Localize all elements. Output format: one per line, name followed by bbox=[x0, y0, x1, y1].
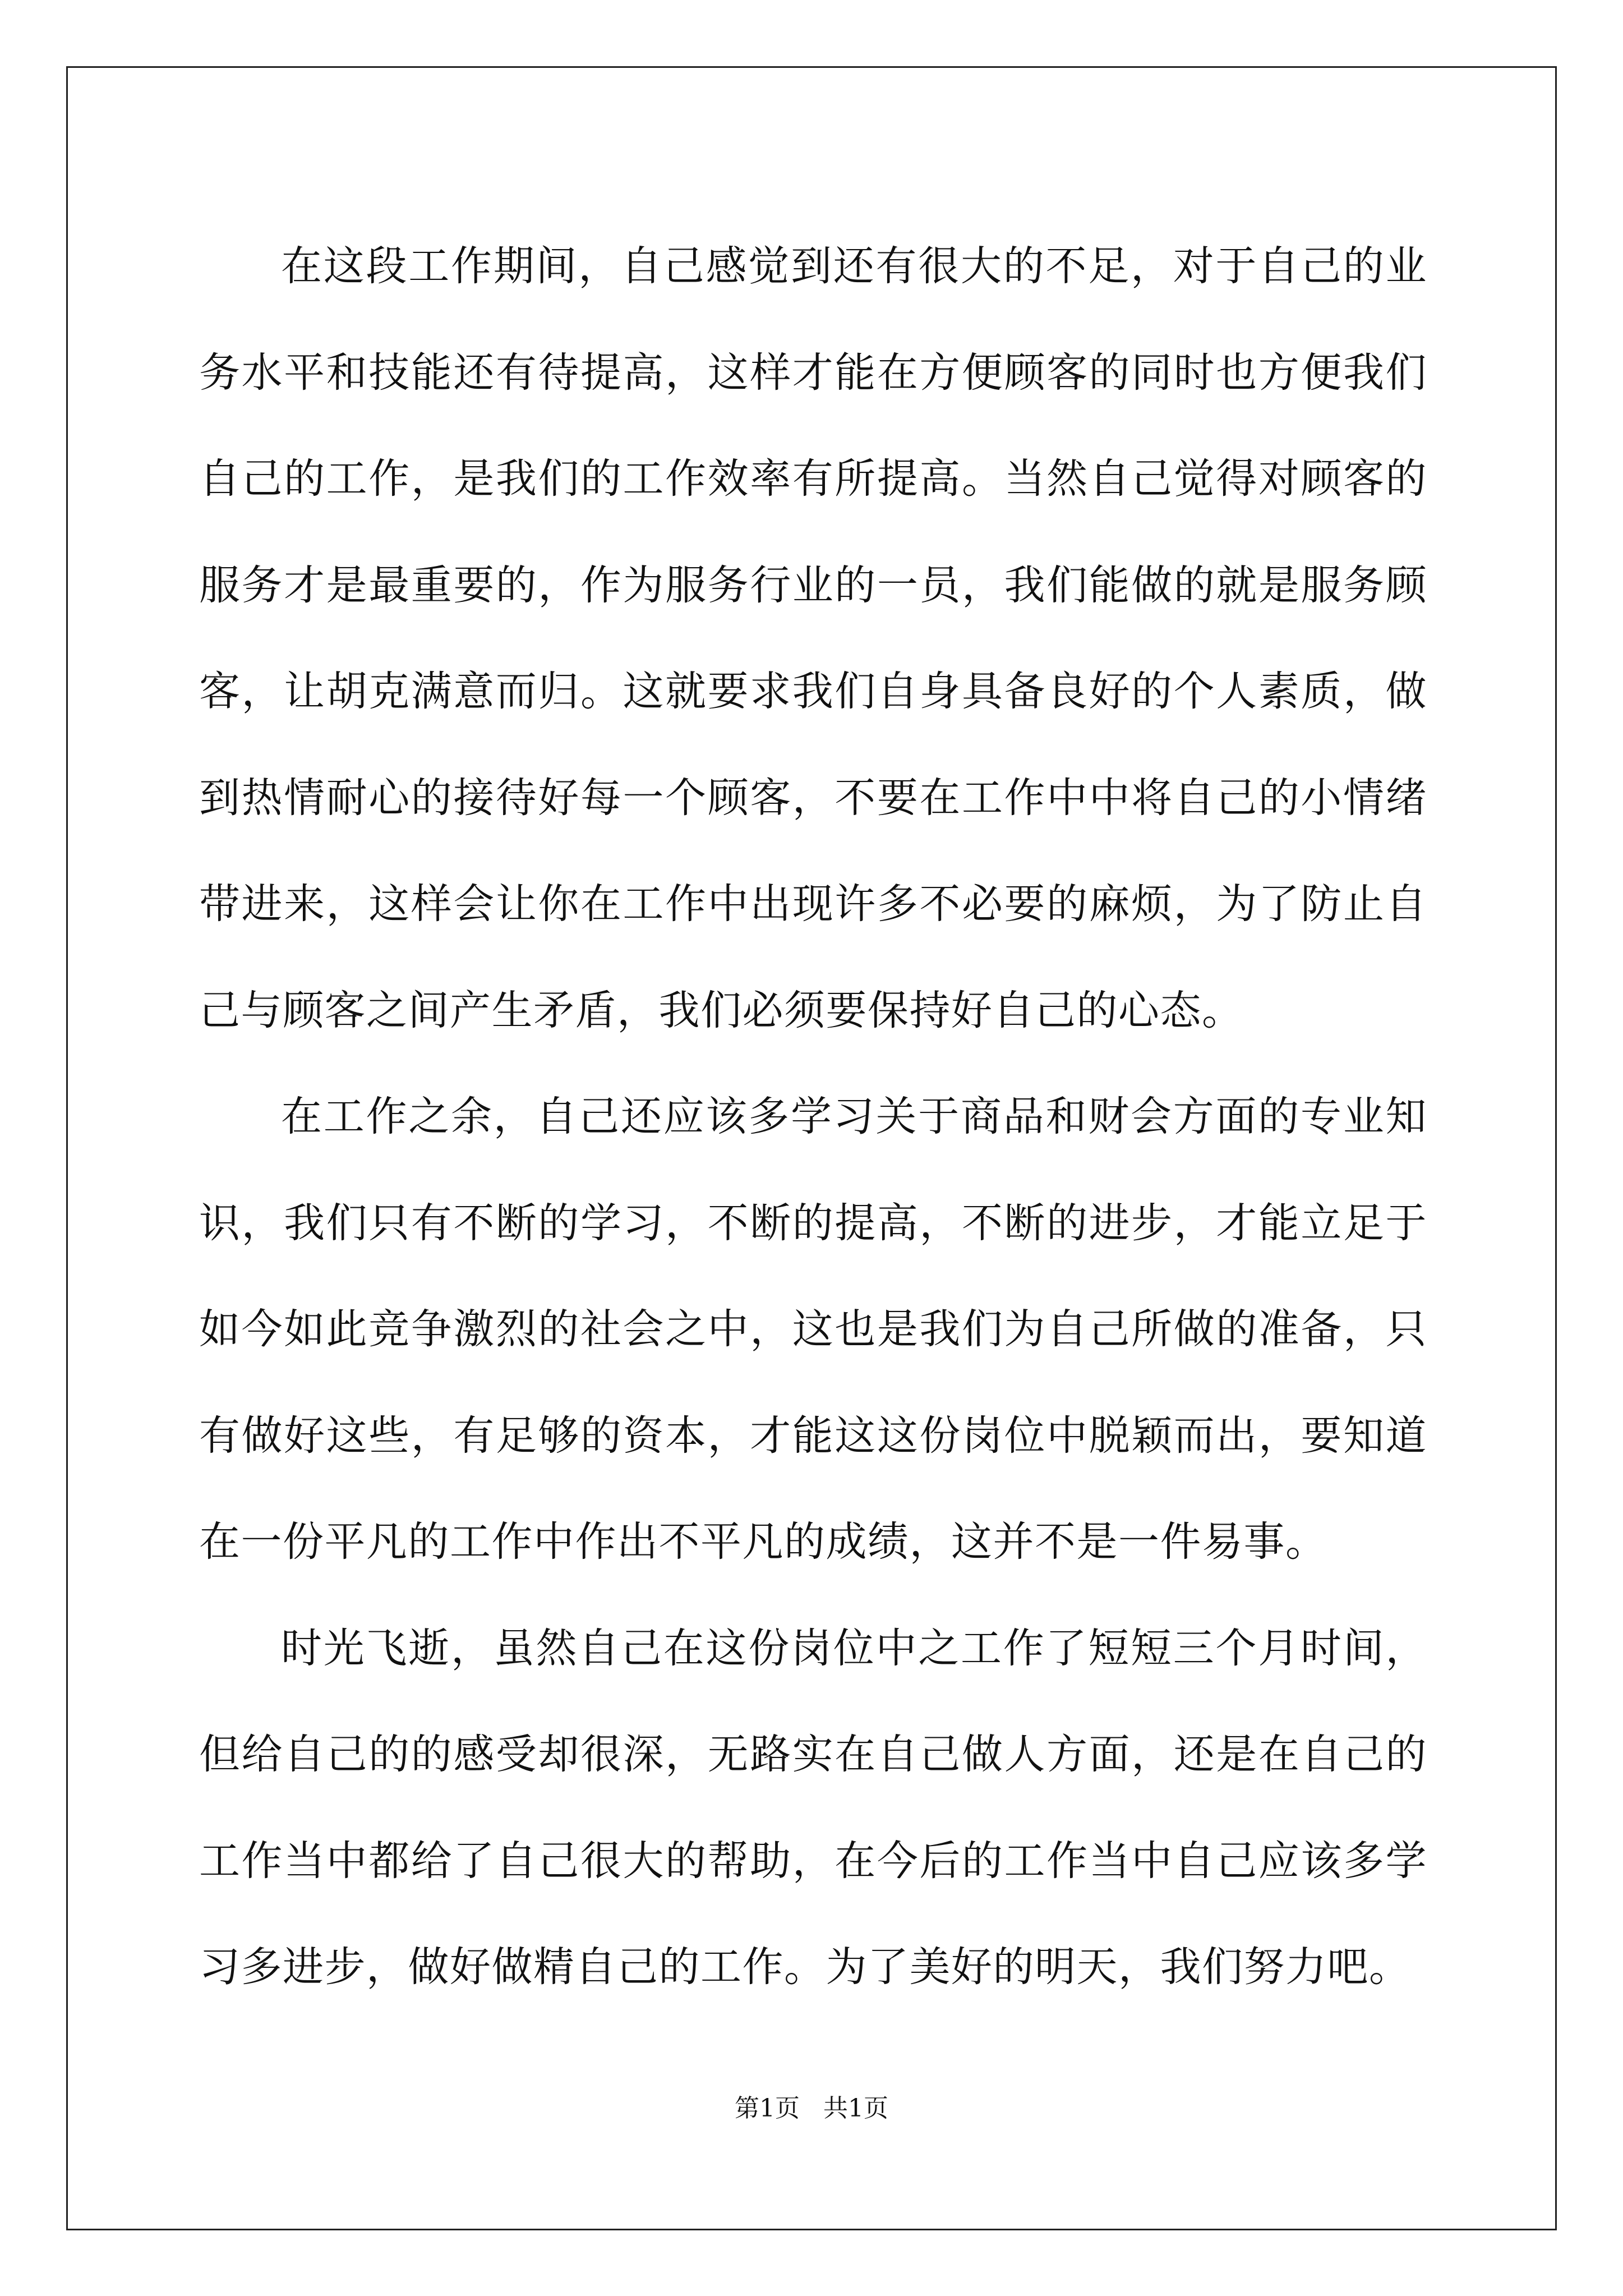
document-body bbox=[199, 213, 1427, 2021]
page-number-footer: 第1页 共1页 bbox=[735, 2094, 888, 2123]
paragraph-2: 在工作之余，自己还应该多学习关于商品和财会方面的专业知识，我们只有不断的学习，不断的提高，不断的进步，才能立足于如今如此竞争激烈的社会之中，这也是我们为自己所做的准备，只有做好这些，有足够的资本，才能这这份岗位中脱颖而出，要知道在一份平凡的工作中作出不平凡的成绩，这并不是一件易事。 bbox=[199, 1093, 1427, 1566]
paragraph-1: 在这段工作期间，自己感觉到还有很大的不足，对于自己的业务水平和技能还有待提高，这样才能在方便顾客的同时也方便我们自己的工作，是我们的工作效率有所提高。当然自己觉得对顾客的服务才是最重要的，作为服务行业的一员，我们能做的就是服务顾客，让胡克满意而归。这就要求我们自身具备良好的个人素质，做到热情耐心的接待好每一个顾客，不要在工作中中将自己的小情绪带进来，这样会让你在工作中出现许多不必要的麻烦，为了防止自己与顾客之间产生矛盾，我们必须要保持好自己的心态。 bbox=[199, 242, 1427, 1034]
paragraph-3: 时光飞逝，虽然自己在这份岗位中之工作了短短三个月时间，但给自己的的感受却很深，无路实在自己做人方面，还是在自己的工作当中都给了自己很大的帮助，在今后的工作当中自己应该多学习多进步，做好做精自己的工作。为了美好的明天，我们努力吧。 bbox=[199, 1624, 1427, 1991]
